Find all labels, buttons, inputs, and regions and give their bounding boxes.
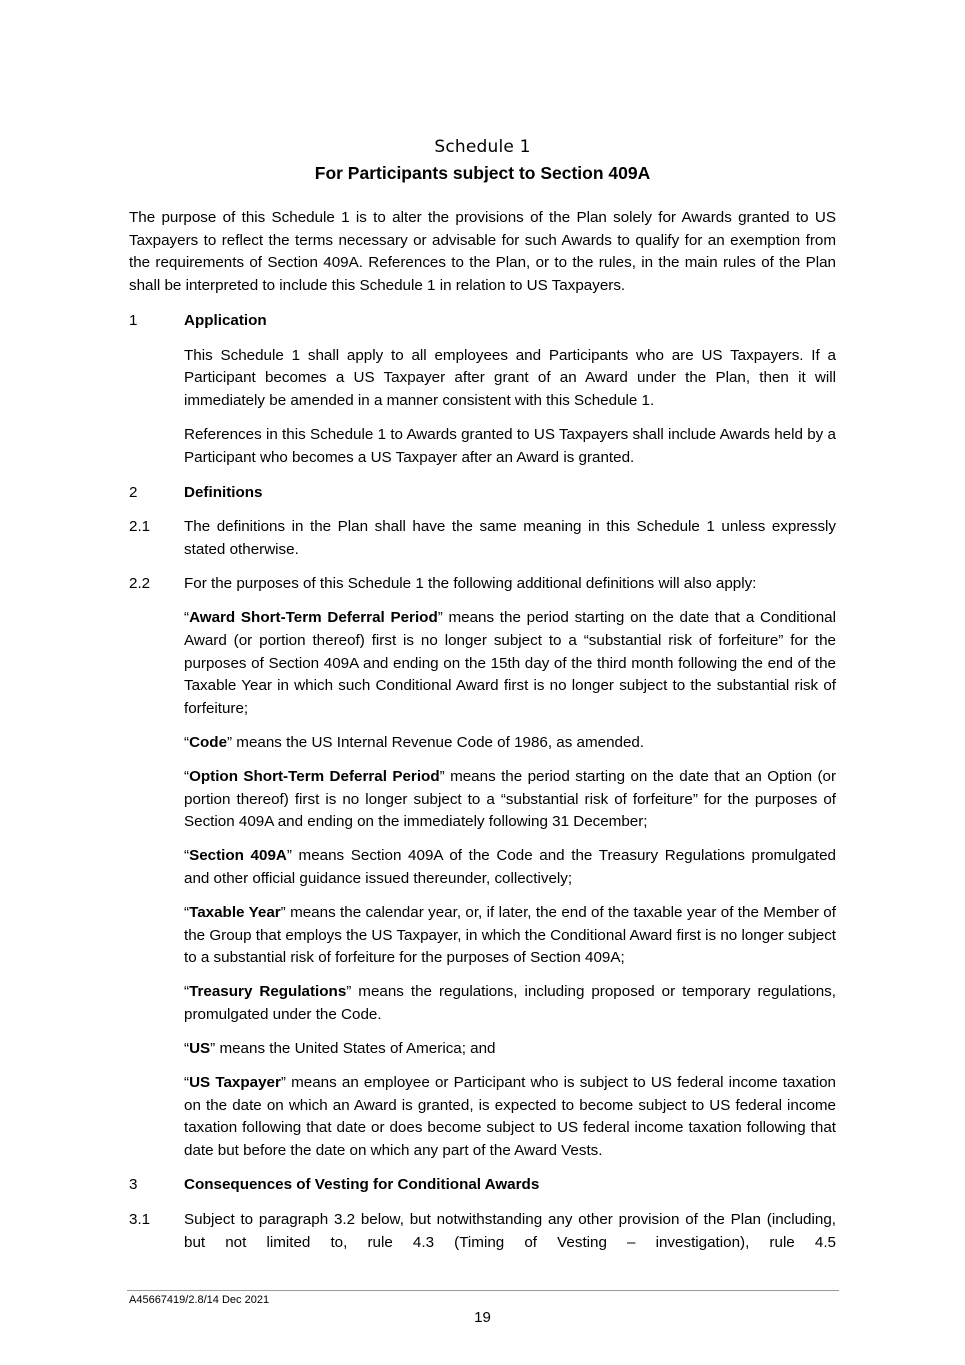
- definition: “US Taxpayer” means an employee or Participant who is subject to US federal income taxation on the date on which an Award is granted, is expected to become subject to US federal income taxation following that date or does become subject to US federal income taxation following that date but before the date on which any part of the Award Vests.: [184, 1074, 837, 1159]
- clause-text: The definitions in the Plan shall have the same meaning in this Schedule 1 unless expressly stated otherwise.: [184, 518, 836, 558]
- definition-text: ” means the United States of America; and: [210, 1039, 496, 1057]
- definition: “Treasury Regulations” means the regulations, including proposed or temporary regulations, promulgated under the Code.: [184, 983, 836, 1023]
- intro-paragraph: The purpose of this Schedule 1 is to alter the provisions of the Plan solely for Awards granted to US Taxpayers to reflect the terms necessary or advisable for such Awards to qualify for an exemption from the requirements of Section 409A. References to the Plan, or to the rules, in the main rules of the Plan shall be interpreted to include this Schedule 1 in relation to US Taxpayers.: [129, 209, 836, 294]
- definition-text: ” means the period starting on the date that a Conditional Award (or portion thereof) first is no longer subject to a “substantial risk of forfeiture” for the purposes of Section 409A and ending on the 15th day of the third month following the end of the Taxable Year in which such Conditional Award first is no longer subject to the substantial risk of forfeiture;: [184, 609, 836, 717]
- section-title: Consequences of Vesting for Conditional Awards: [184, 1176, 540, 1194]
- section-1-heading: [129, 310, 836, 333]
- defined-term: US Taxpayer: [189, 1074, 281, 1092]
- section-title: Application: [184, 312, 267, 329]
- document-reference: A45667419/2.8/14 Dec 2021: [129, 1294, 270, 1306]
- definition-text: ” means the regulations, including proposed or temporary regulations, promulgated under the Code.: [184, 983, 836, 1023]
- paragraph: This Schedule 1 shall apply to all employees and Participants who are US Taxpayers. If a Participant becomes a US Taxpayer after grant of an Award under the Plan, then it will immediately be amended in a manner consistent with this Schedule 1.: [184, 346, 836, 409]
- definition-text: ” means the period starting on the date that an Option (or portion thereof) first is no longer subject to a “substantial risk of forfeiture” for the purposes of Section 409A and ending on the immediately following 31 December;: [184, 768, 837, 831]
- definition: “Code” means the US Internal Revenue Code of 1986, as amended.: [184, 733, 645, 751]
- definition: “Option Short-Term Deferral Period” means the period starting on the date that an Option (or portion thereof) first is no longer subject to a “substantial risk of forfeiture” for the purposes of Section 409A and ending on the immediately following 31 December;: [184, 768, 837, 831]
- defined-term: Treasury Regulations: [189, 983, 347, 1001]
- page-number: 19: [474, 1309, 491, 1326]
- clause-number: 3.1: [129, 1211, 151, 1228]
- paragraph: References in this Schedule 1 to Awards granted to US Taxpayers shall include Awards held by a Participant who becomes a US Taxpayer after an Award is granted.: [184, 426, 836, 466]
- clause-text: For the purposes of this Schedule 1 the following additional definitions will also apply:: [184, 575, 757, 593]
- definition-text: ” means the US Internal Revenue Code of 1986, as amended.: [227, 733, 645, 751]
- clause-text: Subject to paragraph 3.2 below, but notwithstanding any other provision of the Plan (including, but not limited to, rule 4.3 (Timing of Vesting – investigation), rule 4.5: [184, 1211, 836, 1251]
- clause-number: 2.1: [129, 518, 151, 536]
- footer-divider: [127, 1290, 839, 1291]
- section-number: 2: [129, 483, 138, 501]
- definition: “Award Short-Term Deferral Period” means the period starting on the date that a Conditional Award (or portion thereof) first is no longer subject to a “substantial risk of forfeiture” for the purposes of Section 409A and ending on the 15th day of the third month following the end of the Taxable Year in which such Conditional Award first is no longer subject to the substantial risk of forfeiture;: [184, 609, 836, 717]
- section-title: Definitions: [184, 483, 263, 501]
- defined-term: US: [189, 1039, 211, 1057]
- definition-text: ” means an employee or Participant who is subject to US federal income taxation on the date on which an Award is granted, is expected to become subject to US federal income taxation following that date or does become subject to US federal income taxation following that date but before the date on which any part of the Award Vests.: [184, 1074, 837, 1159]
- definition: “Section 409A” means Section 409A of the Code and the Treasury Regulations promulgated and other official guidance issued thereunder, collectively;: [184, 847, 836, 887]
- defined-term: Taxable Year: [189, 903, 281, 921]
- schedule-label: Schedule 1: [434, 137, 531, 157]
- clause-2-1: [129, 516, 836, 561]
- definition-text: ” means Section 409A of the Code and the Treasury Regulations promulgated and other official guidance issued thereunder, collectively;: [184, 847, 836, 887]
- clause-3-1: [129, 1209, 836, 1254]
- definition: “US” means the United States of America; and: [184, 1039, 496, 1057]
- section-3-heading: [129, 1174, 836, 1197]
- section-2-heading: [129, 482, 836, 505]
- document-body: [129, 310, 836, 1254]
- definition: “Taxable Year” means the calendar year, or, if later, the end of the taxable year of the Member of the Group that employs the US Taxpayer, in which the Conditional Award first is no longer subject to a substantial risk of forfeiture for the purposes of Section 409A;: [184, 903, 837, 967]
- defined-term: Award Short-Term Deferral Period: [189, 609, 438, 627]
- section-number: 3: [129, 1176, 138, 1194]
- definition-text: ” means the calendar year, or, if later, the end of the taxable year of the Member of the Group that employs the US Taxpayer, in which the Conditional Award first is no longer subject to a substantial risk of forfeiture for the purposes of Section 409A;: [184, 903, 837, 967]
- clause-2-2: [129, 573, 836, 596]
- defined-term: Option Short-Term Deferral Period: [189, 768, 440, 785]
- defined-term: Section 409A: [189, 847, 287, 865]
- defined-term: Code: [189, 733, 228, 751]
- section-number: 1: [129, 312, 138, 329]
- clause-number: 2.2: [129, 575, 151, 593]
- page-title: For Participants subject to Section 409A: [314, 163, 651, 183]
